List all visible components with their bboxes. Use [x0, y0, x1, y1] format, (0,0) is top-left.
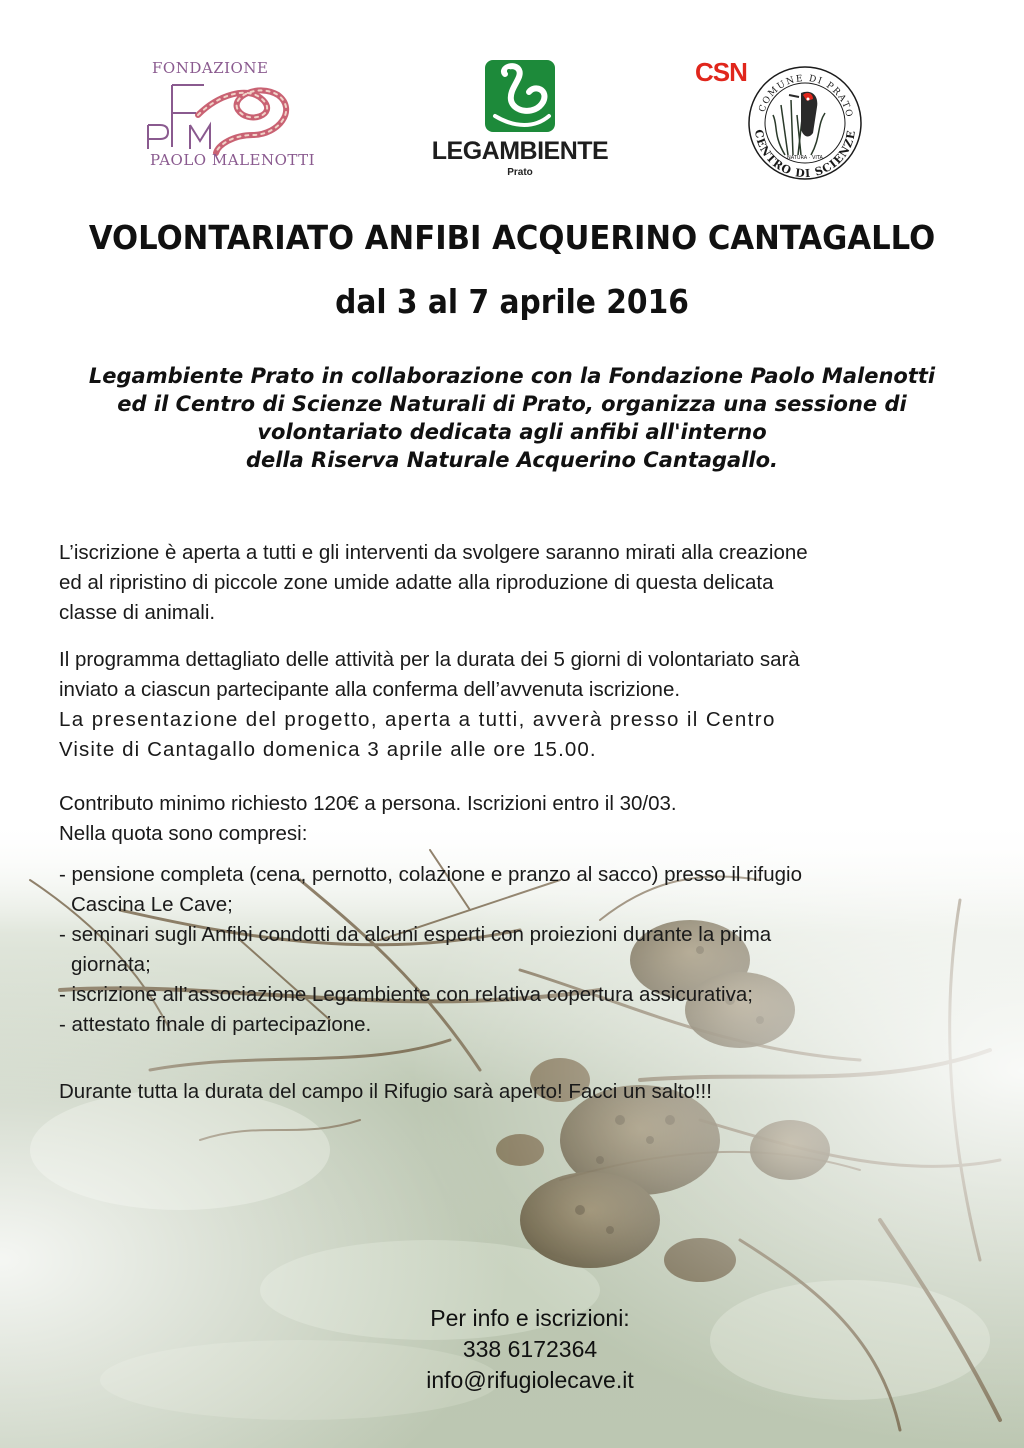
intro-line: della Riserva Naturale Acquerino Cantagallo.	[245, 448, 779, 472]
intro-line: Legambiente Prato in collaborazione con la Fondazione Paolo Malenotti	[88, 364, 936, 388]
csn-ring-bottom-text: CENTRO DI SCIENZE	[751, 128, 859, 181]
text-line: Visite di Cantagallo domenica 3 aprile alle ore 15.00.	[59, 738, 597, 761]
intro-line: ed il Centro di Scienze Naturali di Prato, organizza una sessione di	[117, 392, 907, 416]
intro-paragraph	[30, 362, 994, 474]
event-title: VOLONTARIATO ANFIBI ACQUERINO CANTAGALLO	[88, 218, 936, 257]
contact-heading: Per info e iscrizioni:	[430, 1305, 630, 1331]
text-line: La presentazione del progetto, aperta a tutti, avverà presso il Centro	[59, 708, 776, 731]
list-item-text: - pensione completa (cena, pernotto, colazione e pranzo al sacco) presso il rifugio	[59, 863, 802, 886]
text-line: inviato a ciascun partecipante alla conferma dell’avvenuta iscrizione.	[59, 678, 681, 701]
fondazione-logo-top-text: FONDAZIONE	[152, 59, 269, 77]
event-dates: dal 3 al 7 aprile 2016	[335, 282, 689, 321]
closing-paragraph	[59, 1077, 989, 1107]
list-item	[59, 980, 989, 1010]
list-item-continuation: Cascina Le Cave;	[71, 893, 233, 916]
fondazione-logo-bottom-text: PAOLO MALENOTTI	[150, 151, 316, 169]
list-item	[59, 920, 989, 980]
list-item	[59, 860, 989, 920]
text-line: L’iscrizione è aperta a tutti e gli interventi da svolgere saranno mirati alla creazione	[59, 541, 808, 564]
text-line: Nella quota sono compresi:	[59, 822, 308, 845]
csn-ring-top-text: COMUNE DI PRATO	[757, 73, 854, 120]
contact-block	[0, 1303, 1024, 1396]
legambiente-name: LEGAMBIENTE	[431, 137, 609, 165]
fee-paragraph	[59, 789, 989, 849]
legambiente-logo	[425, 50, 615, 180]
fondazione-paolo-malenotti-logo	[138, 55, 328, 175]
text-line: Contributo minimo richiesto 120€ a persona. Iscrizioni entro il 30/03.	[59, 792, 677, 815]
list-item-text: - attestato finale di partecipazione.	[59, 1013, 372, 1036]
list-item-text: - iscrizione all’associazione Legambiente con relativa copertura assicurativa;	[59, 983, 753, 1006]
text-line: Il programma dettagliato delle attività per la durata dei 5 giorni di volontariato sarà	[59, 648, 800, 671]
list-item-text: - seminari sugli Anfibi condotti da alcuni esperti con proiezioni durante la prima	[59, 923, 772, 946]
registration-paragraph	[59, 538, 989, 628]
legambiente-swan-icon	[425, 50, 615, 140]
program-paragraph	[59, 645, 989, 765]
list-item-continuation: giornata;	[71, 953, 151, 976]
text-line: Durante tutta la durata del campo il Rifugio sarà aperto! Facci un salto!!!	[59, 1080, 712, 1103]
included-items-list	[59, 860, 989, 1040]
contact-phone[interactable]: 338 6172364	[462, 1336, 598, 1362]
list-item	[59, 1010, 989, 1040]
text-line: ed al ripristino di piccole zone umide adatte alla riproduzione di questa delicata	[59, 571, 774, 594]
intro-line: volontariato dedicata agli anfibi all'interno	[257, 420, 767, 444]
text-line: classe di animali.	[59, 601, 216, 624]
contact-email-link[interactable]: info@rifugiolecave.it	[426, 1367, 634, 1393]
csn-inner-text: NATURA · VITA	[787, 155, 823, 161]
csn-logo	[693, 55, 873, 185]
legambiente-sub: Prato	[507, 167, 533, 178]
csn-abbreviation: CSN	[695, 57, 747, 87]
